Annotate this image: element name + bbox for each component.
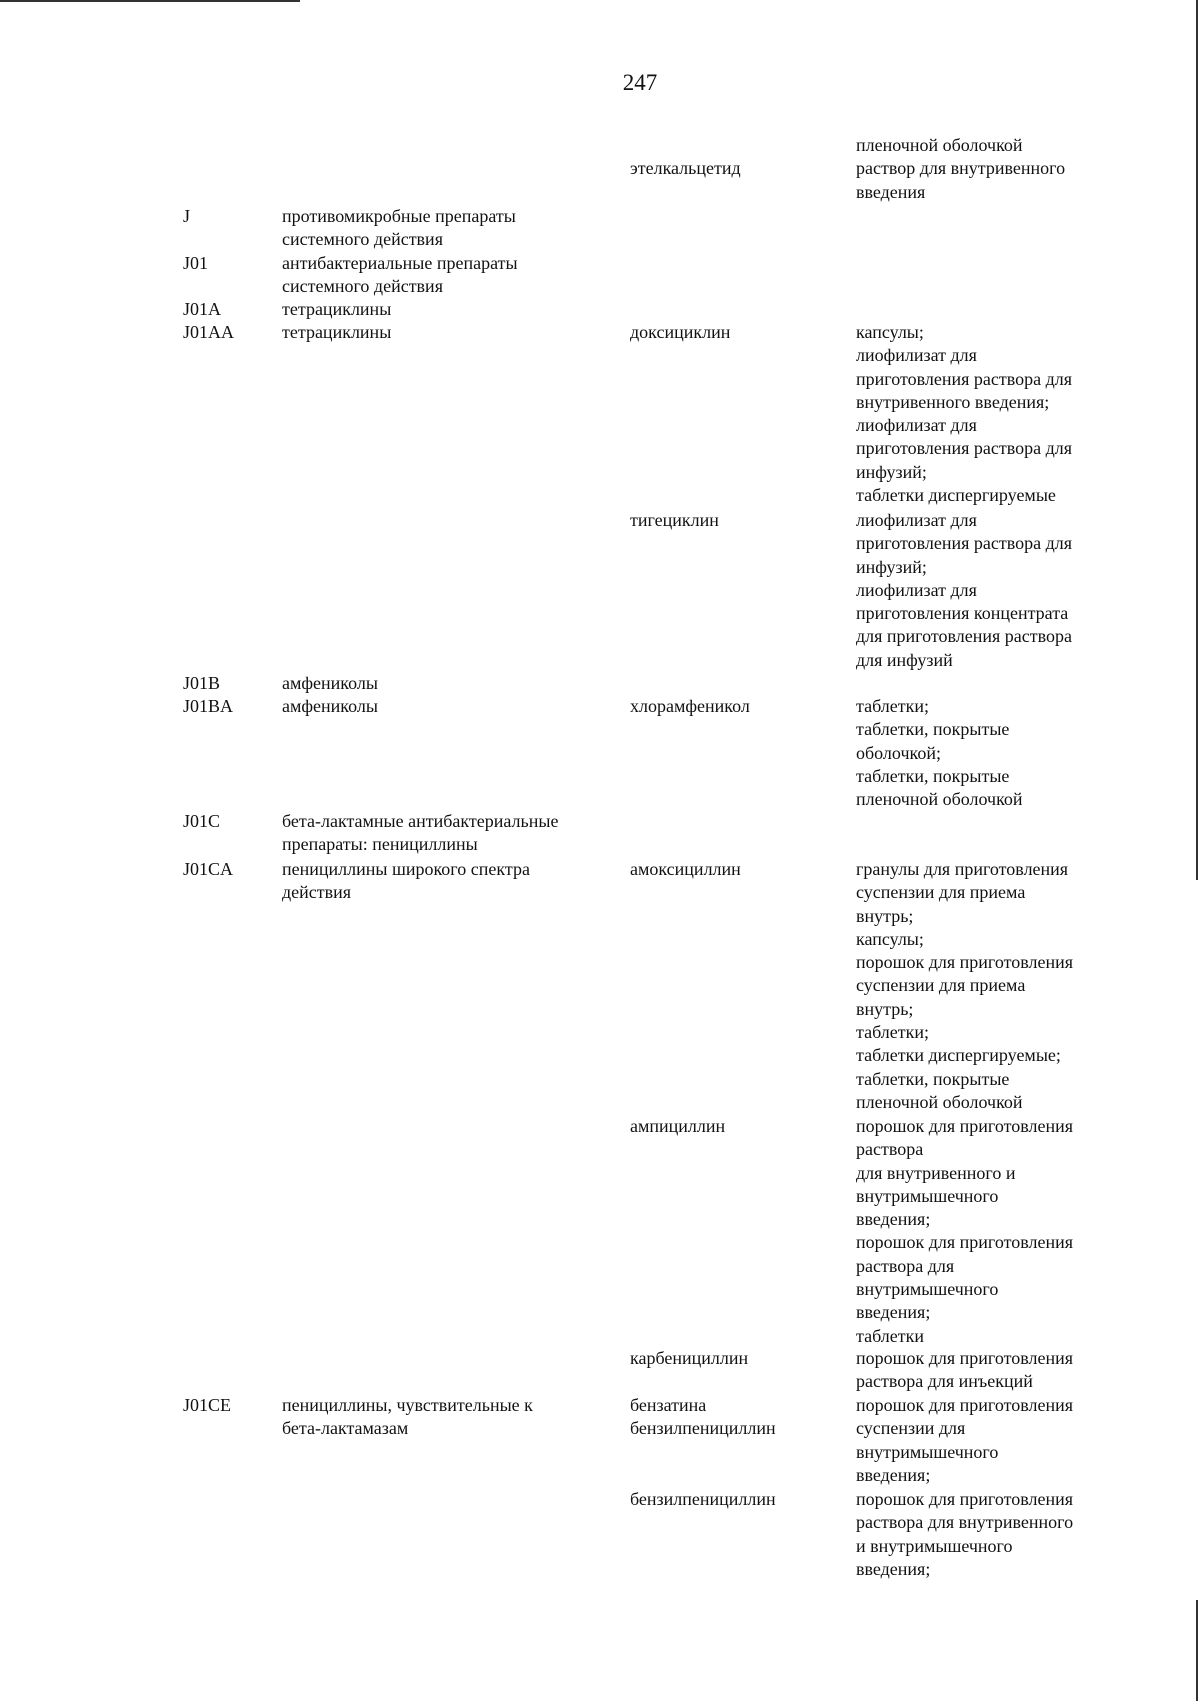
atc-code-cell: J01AA bbox=[183, 322, 235, 342]
atc-group-cell: противомикробные препараты системного действия bbox=[282, 206, 516, 250]
atc-code-cell: J01 bbox=[183, 253, 209, 273]
drug-name-cell: бензатина бензилпенициллин bbox=[630, 1395, 776, 1439]
atc-group-cell: пенициллины, чувствительные к бета-лактамазам bbox=[282, 1395, 533, 1439]
scan-edge-right bbox=[1196, 0, 1198, 880]
atc-group-cell: антибактериальные препараты системного действия bbox=[282, 253, 518, 297]
scan-edge-top-left bbox=[0, 0, 300, 2]
atc-code-cell: J01CE bbox=[183, 1395, 232, 1415]
atc-code-cell: J01B bbox=[183, 673, 221, 693]
dosage-form-cell: капсулы; лиофилизат для приготовления раствора для внутривенного введения; лиофилизат для приготовления раствора для инфузий; таблетки диспергируемые bbox=[856, 322, 1072, 506]
dosage-form-cell: порошок для приготовления раствора для внутривенного и внутримышечного введения; bbox=[856, 1489, 1074, 1579]
drug-name-cell: амоксициллин bbox=[630, 859, 741, 879]
atc-group-cell: тетрациклины bbox=[282, 322, 392, 342]
drug-name-cell: бензилпенициллин bbox=[630, 1489, 776, 1509]
dosage-form-cell: порошок для приготовления суспензии для внутримышечного введения; bbox=[856, 1395, 1074, 1485]
atc-group-cell: тетрациклины bbox=[282, 299, 392, 319]
atc-code-cell: J01CA bbox=[183, 859, 234, 879]
atc-group-cell: амфениколы bbox=[282, 696, 378, 716]
atc-group-cell: бета-лактамные антибактериальные препараты: пенициллины bbox=[282, 811, 559, 855]
atc-code-cell: J bbox=[183, 206, 191, 226]
atc-group-cell: амфениколы bbox=[282, 673, 378, 693]
atc-group-cell: пенициллины широкого спектра действия bbox=[282, 859, 530, 903]
drug-name-cell: этелкальцетид bbox=[630, 158, 741, 178]
drug-name-cell: хлорамфеникол bbox=[630, 696, 750, 716]
page-number: 247 bbox=[622, 70, 658, 95]
drug-name-cell: тигециклин bbox=[630, 510, 719, 530]
drug-name-cell: карбенициллин bbox=[630, 1348, 749, 1368]
dosage-form-cell: таблетки; таблетки, покрытые оболочкой; таблетки, покрытые пленочной оболочкой bbox=[856, 696, 1023, 810]
dosage-form-cell: гранулы для приготовления суспензии для приема внутрь; капсулы; порошок для приготовления суспензии для приема внутрь; таблетки; таблетки диспергируемые; таблетки, покрытые пленочной оболочкой bbox=[856, 859, 1074, 1112]
atc-code-cell: J01BA bbox=[183, 696, 234, 716]
dosage-form-cell: порошок для приготовления раствора для внутривенного и внутримышечного введения; порошок для приготовления раствора для внутримышечного введения; таблетки bbox=[856, 1116, 1074, 1346]
atc-code-cell: J01C bbox=[183, 811, 221, 831]
dosage-form-cell: лиофилизат для приготовления раствора для инфузий; лиофилизат для приготовления концентрата для приготовления раствора для инфузий bbox=[856, 510, 1072, 670]
dosage-form-cell: порошок для приготовления раствора для инъекций bbox=[856, 1348, 1074, 1392]
atc-code-cell: J01A bbox=[183, 299, 222, 319]
dosage-form-cell: пленочной оболочкой раствор для внутривенного введения bbox=[856, 135, 1066, 202]
drug-name-cell: ампициллин bbox=[630, 1116, 726, 1136]
scan-edge-right-lower bbox=[1196, 1600, 1198, 1701]
drug-name-cell: доксициклин bbox=[630, 322, 731, 342]
